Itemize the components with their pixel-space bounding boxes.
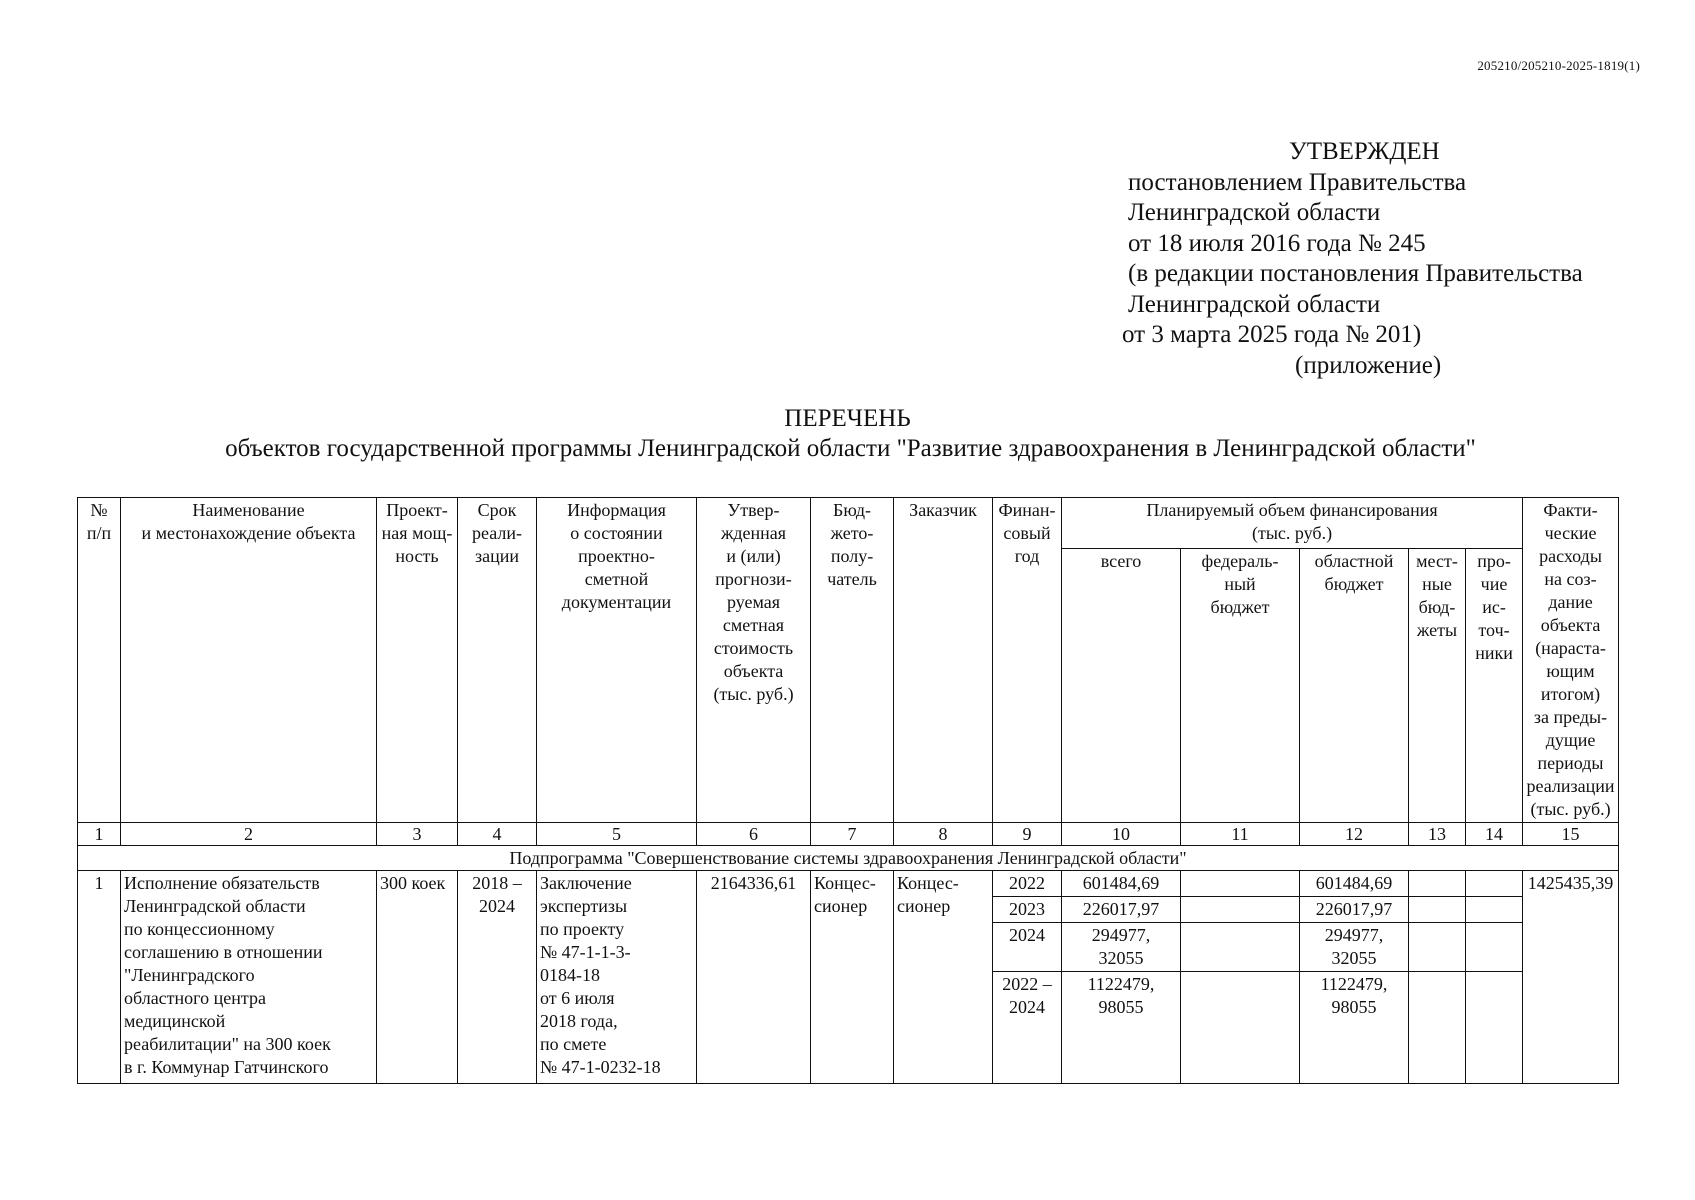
document-id: 205210/205210-2025-1819(1) bbox=[1477, 58, 1640, 73]
object-term: 2018 – 2024 bbox=[458, 871, 537, 1084]
header-other: про- чие ис- точ- ники bbox=[1466, 549, 1523, 823]
approval-line: от 18 июля 2016 года № 245 bbox=[1128, 229, 1426, 257]
object-recipient: Концес- сионер bbox=[811, 871, 894, 1084]
header-total: всего bbox=[1062, 549, 1181, 823]
document-title bbox=[0, 404, 1695, 464]
approval-stamp bbox=[1122, 137, 1648, 381]
object-customer: Концес- сионер bbox=[894, 871, 993, 1084]
column-number: 5 bbox=[537, 823, 697, 846]
column-number: 10 bbox=[1062, 823, 1181, 846]
header-docs: Информация о состоянии проектно- сметной документации bbox=[537, 498, 697, 823]
header-local: мест- ные бюд- жеты bbox=[1409, 549, 1466, 823]
approval-line: (приложение) bbox=[1295, 351, 1442, 379]
fin-year: 2022 – 2024 bbox=[993, 972, 1062, 1084]
column-number: 13 bbox=[1409, 823, 1466, 846]
fin-total: 1122479, 98055 bbox=[1062, 972, 1181, 1084]
column-number: 2 bbox=[121, 823, 377, 846]
fin-local bbox=[1409, 897, 1466, 923]
approval-title: УТВЕРЖДЕН bbox=[1289, 138, 1440, 165]
table-row bbox=[78, 871, 1619, 897]
approval-line: постановлением Правительства bbox=[1128, 168, 1467, 196]
approval-line: Ленинградской области bbox=[1128, 290, 1381, 318]
fin-year: 2022 bbox=[993, 871, 1062, 897]
object-actual: 1425435,39 bbox=[1523, 871, 1619, 1084]
fin-federal bbox=[1181, 972, 1300, 1084]
fin-other bbox=[1466, 923, 1523, 972]
fin-total: 601484,69 bbox=[1062, 871, 1181, 897]
fin-year: 2023 bbox=[993, 897, 1062, 923]
column-number: 3 bbox=[377, 823, 458, 846]
object-docs: Заключение экспертизы по проекту № 47-1-1-3- 0184-18 от 6 июля 2018 года, по смете № 47-1-0232-18 bbox=[537, 871, 697, 1084]
header-num: № п/п bbox=[78, 498, 121, 823]
header-term: Срок реали- зации bbox=[458, 498, 537, 823]
fin-federal bbox=[1181, 923, 1300, 972]
header-capacity: Проект- ная мощ- ность bbox=[377, 498, 458, 823]
approval-line: от 3 марта 2025 года № 201) bbox=[1122, 321, 1422, 348]
row-num: 1 bbox=[78, 871, 121, 1084]
column-number: 14 bbox=[1466, 823, 1523, 846]
approval-line: (в редакции постановления Правительства bbox=[1128, 260, 1583, 287]
column-number: 15 bbox=[1523, 823, 1619, 846]
header-year: Финан- совый год bbox=[993, 498, 1062, 823]
fin-federal bbox=[1181, 897, 1300, 923]
fin-federal bbox=[1181, 871, 1300, 897]
column-number: 9 bbox=[993, 823, 1062, 846]
subprogram-row bbox=[78, 846, 1619, 871]
object-name: Исполнение обязательств Ленинградской области по концессионному соглашению в отношении "Ленинградского областного центра медицинской реабилитации" на 300 коек в г. Коммунар Гатчинского bbox=[121, 871, 377, 1084]
fin-local bbox=[1409, 972, 1466, 1084]
column-number: 7 bbox=[811, 823, 894, 846]
column-number: 11 bbox=[1181, 823, 1300, 846]
fin-regional: 1122479, 98055 bbox=[1300, 972, 1409, 1084]
column-number: 8 bbox=[894, 823, 993, 846]
header-federal: федераль- ный бюджет bbox=[1181, 549, 1300, 823]
header-actual: Факти- ческие расходы на соз- дание объекта (нараста- ющим итогом) за преды- дущие периоды реализации (тыс. руб.) bbox=[1523, 498, 1619, 823]
objects-table bbox=[77, 497, 1619, 1084]
header-customer: Заказчик bbox=[894, 498, 993, 823]
header-recipient: Бюд- жето- полу- чатель bbox=[811, 498, 894, 823]
object-capacity: 300 коек bbox=[377, 871, 458, 1084]
fin-regional: 601484,69 bbox=[1300, 871, 1409, 897]
fin-other bbox=[1466, 871, 1523, 897]
document-title-main: ПЕРЕЧЕНЬ bbox=[784, 405, 911, 432]
header-regional: областной бюджет bbox=[1300, 549, 1409, 823]
column-number: 1 bbox=[78, 823, 121, 846]
column-number: 6 bbox=[697, 823, 811, 846]
approval-line: Ленинградской области bbox=[1128, 199, 1381, 226]
object-cost: 2164336,61 bbox=[697, 871, 811, 1084]
fin-total: 294977, 32055 bbox=[1062, 923, 1181, 972]
fin-year: 2024 bbox=[993, 923, 1062, 972]
fin-other bbox=[1466, 897, 1523, 923]
header-planned: Планируемый объем финансирования (тыс. руб.) bbox=[1062, 498, 1523, 549]
header-cost: Утвер- жденная и (или) прогнози- руемая сметная стоимость объекта (тыс. руб.) bbox=[697, 498, 811, 823]
column-number-row bbox=[78, 823, 1619, 846]
fin-local bbox=[1409, 871, 1466, 897]
column-number: 12 bbox=[1300, 823, 1409, 846]
subprogram-title: Подпрограмма "Совершенствование системы здравоохранения Ленинградской области" bbox=[78, 846, 1619, 871]
fin-regional: 294977, 32055 bbox=[1300, 923, 1409, 972]
fin-other bbox=[1466, 972, 1523, 1084]
column-number: 4 bbox=[458, 823, 537, 846]
header-name: Наименование и местонахождение объекта bbox=[121, 498, 377, 823]
table-header-row bbox=[78, 498, 1619, 549]
fin-regional: 226017,97 bbox=[1300, 897, 1409, 923]
fin-local bbox=[1409, 923, 1466, 972]
document-title-sub: объектов государственной программы Ленинградской области "Развитие здравоохранения в Ленинградской области" bbox=[225, 435, 1476, 462]
fin-total: 226017,97 bbox=[1062, 897, 1181, 923]
